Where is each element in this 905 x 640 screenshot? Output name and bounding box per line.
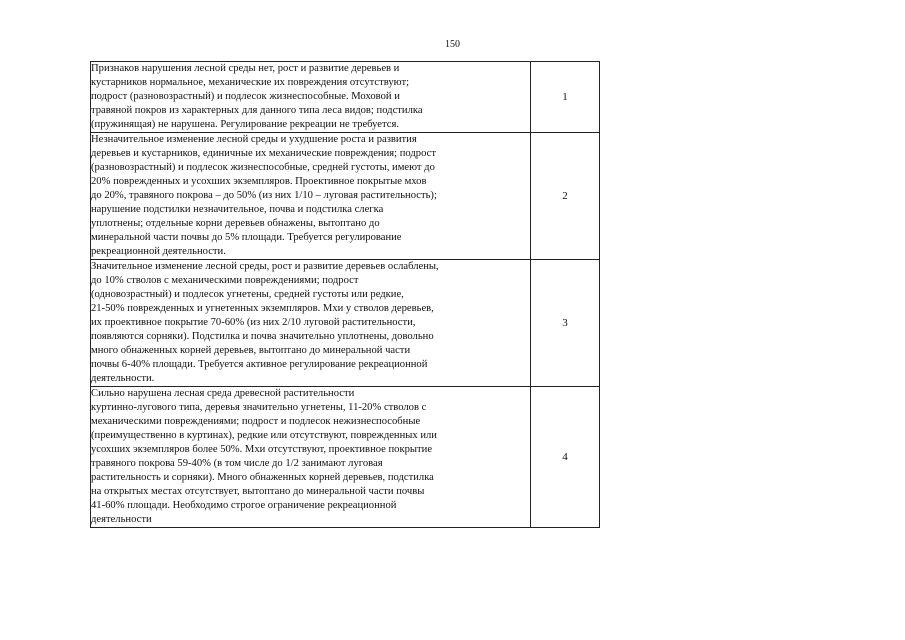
description-line: Признаков нарушения лесной среды нет, рост и развитие деревьев и [91, 63, 400, 74]
description-line: их проективное покрытие 70-60% (из них 2/10 луговой растительности, [91, 317, 416, 328]
description-line: деревьев и кустарников, единичные их механические повреждения; подрост [91, 148, 436, 159]
description-line: травяной покров из характерных для данного типа леса видов; подстилка [91, 105, 423, 116]
page-number: 150 [445, 39, 460, 50]
table-row [91, 260, 600, 387]
description-line: 41-60% площади. Необходимо строгое ограничение рекреационной [91, 500, 397, 511]
description-line: куртинно-лугового типа, деревья значительно угнетены, 11-20% стволов с [91, 402, 427, 413]
description-line: минеральной части почвы до 5% площади. Требуется регулирование [91, 232, 402, 243]
description-line: (преимущественно в куртинах), редкие или отсутствуют, поврежденных или [91, 430, 437, 441]
description-line: до 20%, травяного покрова – до 50% (из них 1/10 – луговая растительность); [91, 190, 437, 201]
stage-number-cell: 1 [531, 62, 600, 133]
description-line: почвы 6-40% площади. Требуется активное регулирование рекреационной [91, 359, 428, 370]
description-line: кустарников нормальное, механические их повреждения отсутствуют; [91, 77, 410, 88]
description-line: появляются сорняки). Подстилка и почва значительно уплотнены, довольно [91, 331, 434, 342]
description-line: растительность и сорняки). Много обнаженных корней деревьев, подстилка [91, 472, 434, 483]
description-line: до 10% стволов с механическими повреждениями; подрост [91, 275, 359, 286]
description-line: деятельности. [91, 373, 155, 384]
description-line: Значительное изменение лесной среды, рост и развитие деревьев ослаблены, [91, 261, 439, 272]
stage-number-cell: 3 [531, 260, 600, 387]
description-line: Незначительное изменение лесной среды и ухудшение роста и развития [91, 134, 417, 145]
stage-number-cell: 2 [531, 133, 600, 260]
description-line: нарушение подстилки незначительное, почва и подстилка слегка [91, 204, 384, 215]
description-line: уплотнены; отдельные корни деревьев обнажены, вытоптано до [91, 218, 380, 229]
table-row [91, 133, 600, 260]
table-row [91, 62, 600, 133]
description-line: травяного покрова 59-40% (в том числе до 1/2 занимают луговая [91, 458, 383, 469]
description-line: много обнаженных корней деревьев, вытоптано до минеральной части [91, 345, 411, 356]
stage-description-cell [91, 260, 531, 387]
description-line: рекреационной деятельности. [91, 246, 226, 257]
description-line: усохших экземпляров более 50%. Мхи отсутствуют, проективное покрытие [91, 444, 433, 455]
description-line: механическими повреждениями; подрост и подлесок нежизнеспособные [91, 416, 421, 427]
description-line: подрост (разновозрастный) и подлесок жизнеспособные. Моховой и [91, 91, 400, 102]
table-row [91, 387, 600, 528]
stage-description-cell [91, 387, 531, 528]
degradation-stage-table [90, 61, 600, 528]
description-line: (пружинящая) не нарушена. Регулирование рекреации не требуется. [91, 119, 399, 130]
description-line: 21-50% поврежденных и угнетенных экземпляров. Мхи у стволов деревьев, [91, 303, 434, 314]
description-line: деятельности [91, 514, 152, 525]
description-line: (одновозрастный) и подлесок угнетены, средней густоты или редкие, [91, 289, 404, 300]
description-line: Сильно нарушена лесная среда древесной растительности [91, 388, 355, 399]
description-line: на открытых местах отсутствует, вытоптано до минеральной части почвы [91, 486, 425, 497]
stage-description-cell [91, 62, 531, 133]
stage-description-cell [91, 133, 531, 260]
description-line: 20% поврежденных и усохших экземпляров. Проективное покрытые мхов [91, 176, 427, 187]
stage-number-cell: 4 [531, 387, 600, 528]
description-line: (разновозрастный) и подлесок жизнеспособные, средней густоты, имеют до [91, 162, 435, 173]
